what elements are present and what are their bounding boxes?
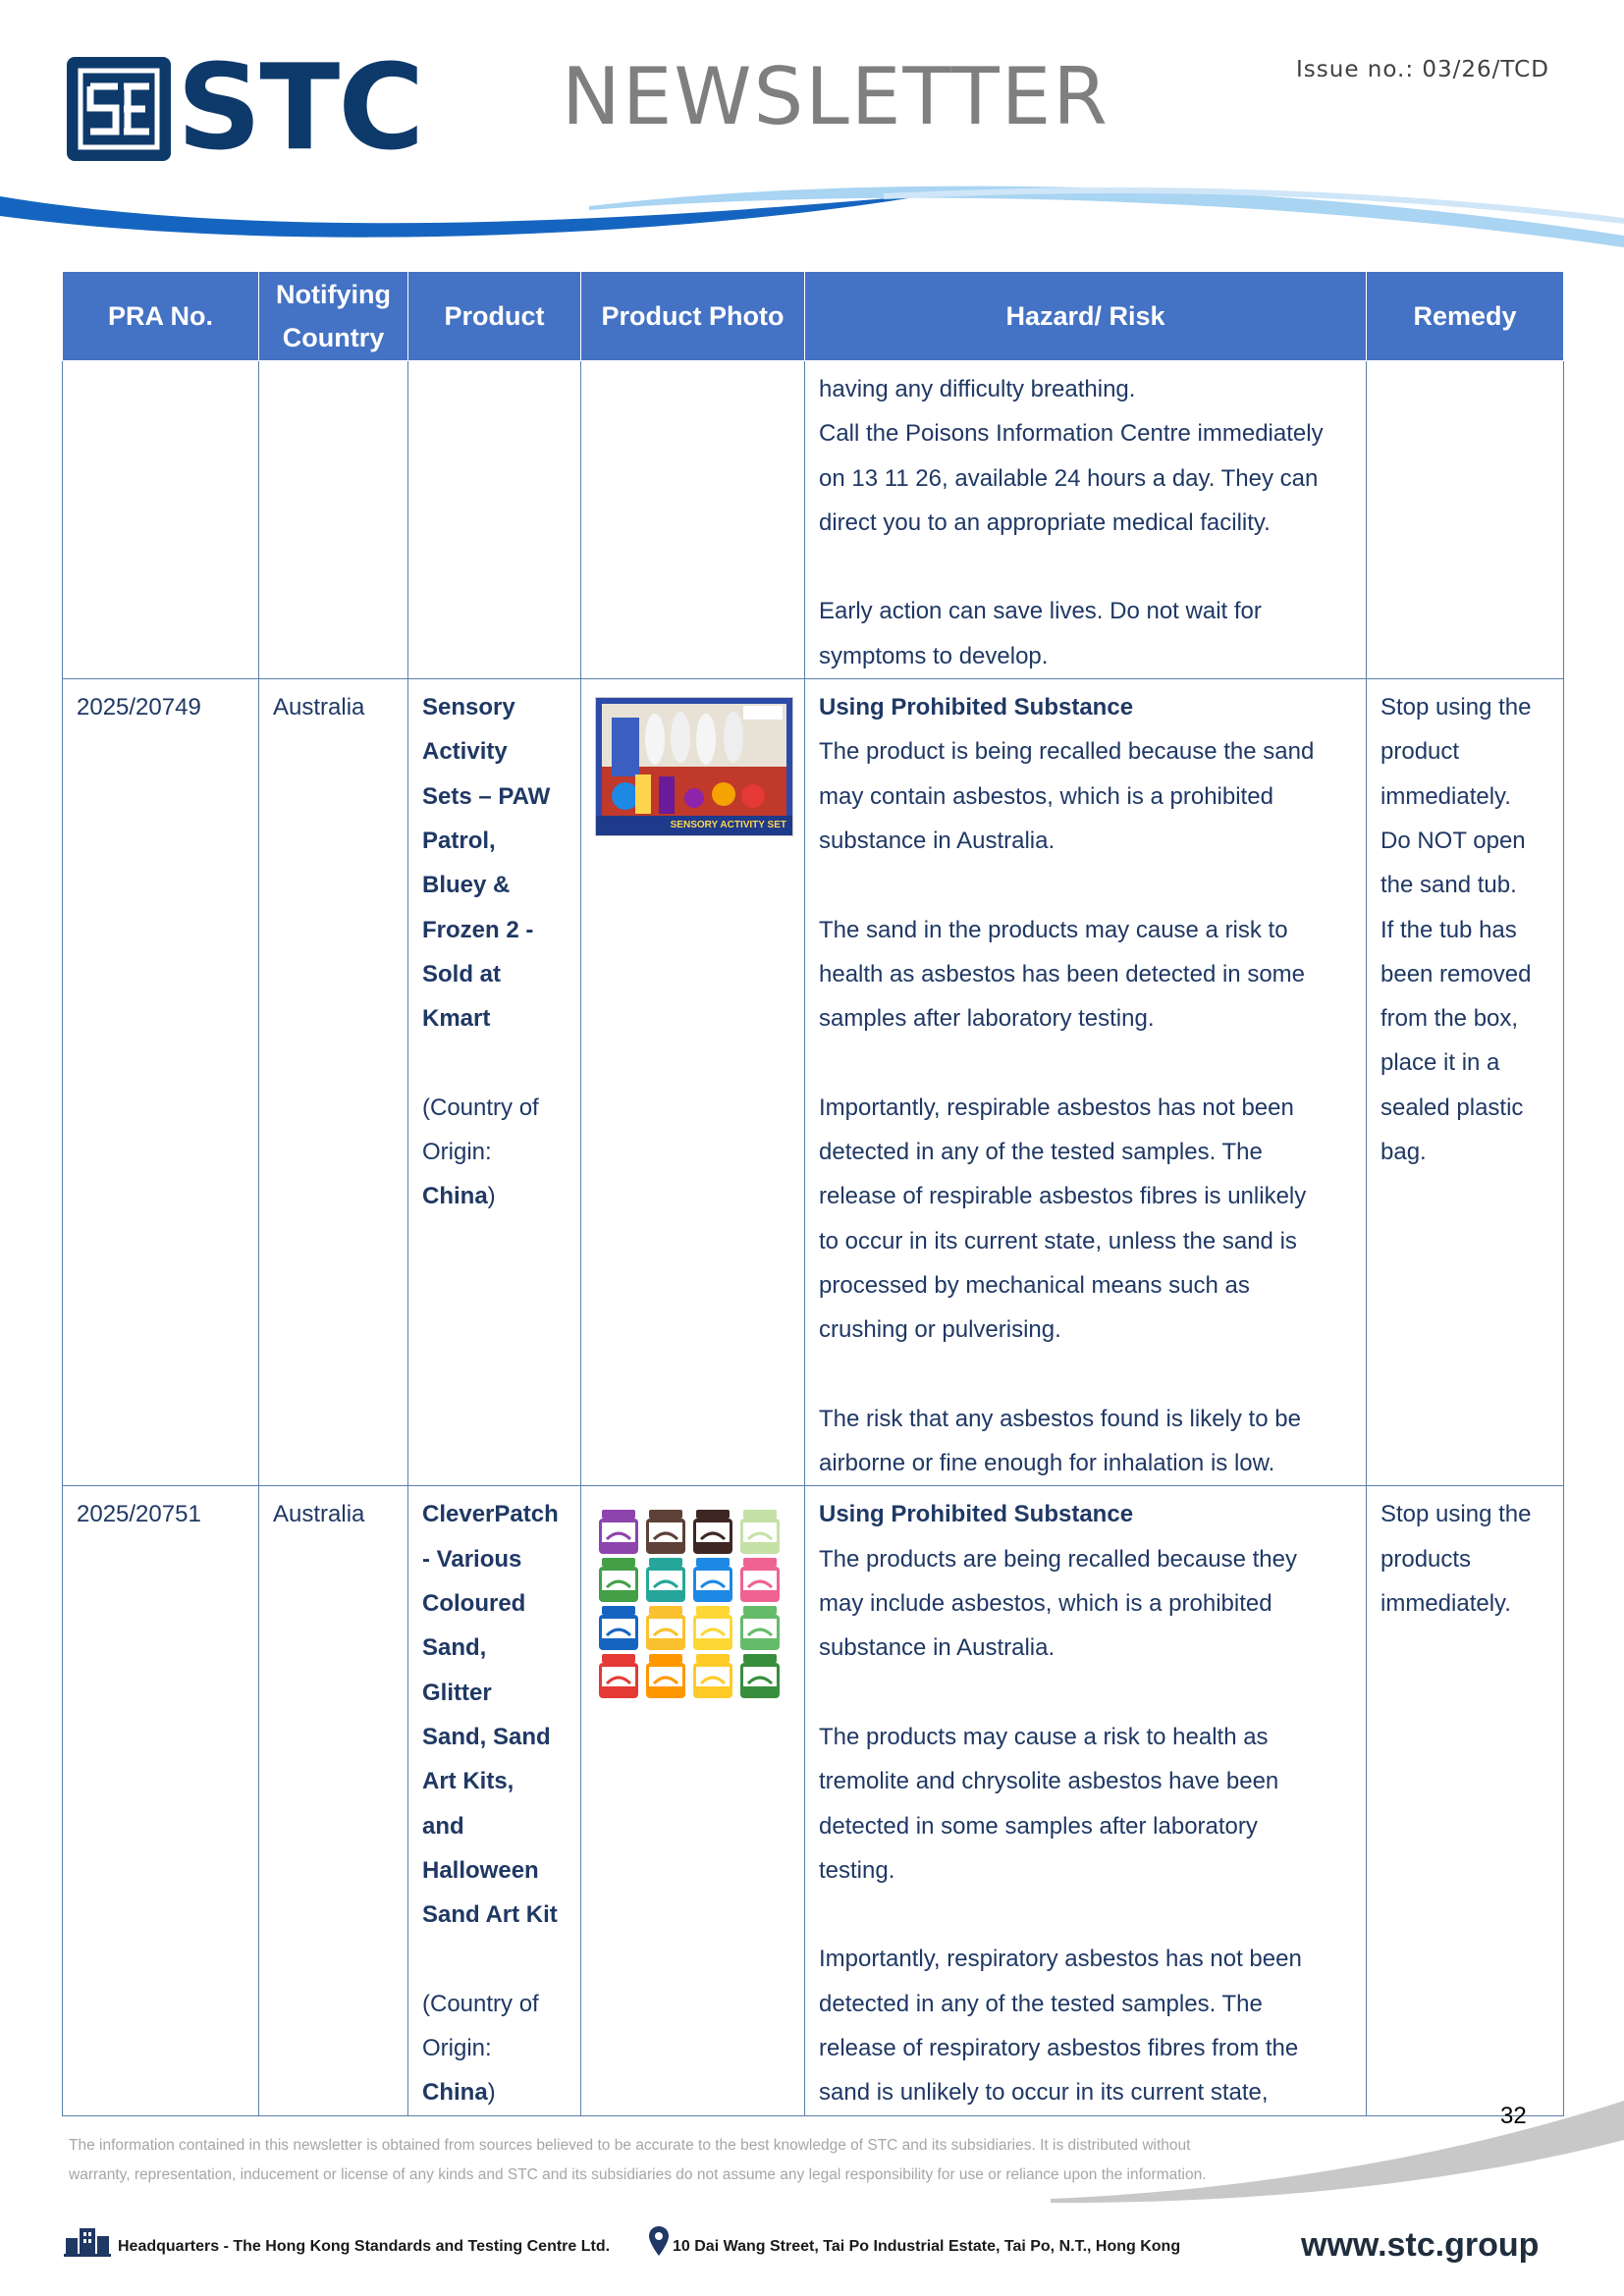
hazard-line: substance in Australia.: [819, 827, 1056, 854]
hazard-line: The product is being recalled because the sand: [819, 738, 1315, 766]
sand-jar: [599, 1654, 638, 1698]
table-row: [63, 361, 1564, 679]
cell-country: [259, 361, 408, 679]
origin-line: [422, 2070, 567, 2114]
page-footer: [62, 2218, 1574, 2268]
product-name-line: Sensory: [422, 694, 515, 721]
sand-jar: [599, 1606, 638, 1650]
spacer-line: [422, 1937, 567, 1981]
remedy-line: been removed: [1380, 960, 1532, 988]
hazard-line: may include asbestos, which is a prohibited: [819, 1590, 1272, 1618]
origin-suffix: ): [487, 1183, 496, 1210]
product-photo-sensory-set: [595, 697, 793, 836]
hazard-line: on 13 11 26, available 24 hours a day. They can: [819, 464, 1319, 492]
origin-suffix: ): [487, 2079, 496, 2107]
cell-product: [408, 361, 581, 679]
disclaimer-line: warranty, representation, inducement or license of any kinds and STC and its subsidiaries do not assume any legal responsibility for use or reliance upon the information.: [69, 2166, 1207, 2183]
product-name-line: Sold at: [422, 960, 502, 988]
hazard-line: detected in some samples after laboratory: [819, 1812, 1258, 1840]
hazard-line: crushing or pulverising.: [819, 1316, 1061, 1344]
hazard-title: Using Prohibited Substance: [819, 694, 1134, 721]
header-swoosh-decoration: [0, 177, 1624, 255]
hazard-title: Using Prohibited Substance: [819, 1501, 1134, 1528]
cell-photo: [581, 679, 805, 1486]
cell-photo: [581, 1486, 805, 2115]
product-name-line: Halloween: [422, 1856, 539, 1884]
hazard-line: testing.: [819, 1856, 895, 1884]
hazard-line: direct you to an appropriate medical facility.: [819, 508, 1271, 536]
remedy-line: products: [1380, 1545, 1472, 1573]
hazard-line: having any difficulty breathing.: [819, 376, 1136, 402]
col-header-pra: PRA No.: [63, 272, 259, 361]
hazard-line: airborne or fine enough for inhalation is low.: [819, 1450, 1275, 1477]
sand-jar: [740, 1654, 780, 1698]
hazard-line: The products are being recalled because they: [819, 1545, 1297, 1573]
product-name-line: Activity: [422, 738, 508, 766]
cell-hazard: [805, 679, 1367, 1486]
remedy-line: sealed plastic: [1380, 1094, 1524, 1121]
sand-jar: [693, 1510, 732, 1554]
website-link[interactable]: www.stc.group: [1301, 2226, 1540, 2264]
table-row: [63, 679, 1564, 1486]
hazard-line: Importantly, respirable asbestos has not been: [819, 1094, 1294, 1121]
hazard-line: health as asbestos has been detected in some: [819, 960, 1305, 988]
building-icon: [62, 2224, 113, 2258]
stc-logo-mark: [67, 57, 171, 161]
product-name-line: Art Kits,: [422, 1768, 514, 1795]
product-name-line: - Various: [422, 1545, 522, 1573]
hazard-line: processed by mechanical means such as: [819, 1271, 1250, 1299]
origin-label: Origin:: [422, 1139, 492, 1166]
hazard-line: [819, 545, 1352, 589]
recall-table: [62, 271, 1564, 2116]
cell-pra: 2025/20749: [63, 679, 259, 1486]
product-name-line: Sand, Sand: [422, 1723, 551, 1750]
hazard-line: [819, 1353, 1352, 1397]
location-pin-icon: [649, 2226, 669, 2256]
cell-product: [408, 1486, 581, 2115]
remedy-line: immediately.: [1380, 1590, 1511, 1618]
cell-product: [408, 679, 581, 1486]
col-header-remedy: Remedy: [1367, 272, 1564, 361]
disclaimer: [69, 2131, 1345, 2190]
sand-jar: [693, 1606, 732, 1650]
hazard-line: [819, 1893, 1352, 1937]
page-header: [0, 0, 1624, 255]
cell-photo: [581, 361, 805, 679]
hazard-line: to occur in its current state, unless the sand is: [819, 1227, 1297, 1255]
product-name-line: and: [422, 1812, 464, 1840]
sand-jar: [599, 1558, 638, 1602]
cell-pra: [63, 361, 259, 679]
sand-jar: [740, 1606, 780, 1650]
issue-number: Issue no.: 03/26/TCD: [1296, 57, 1549, 82]
remedy-line: immediately.: [1380, 782, 1511, 810]
remedy-line: Stop using the: [1380, 694, 1532, 721]
product-name-line: Frozen 2 -: [422, 916, 534, 943]
photo-caption: SENSORY ACTIVITY SET: [596, 816, 792, 835]
hazard-line: may contain asbestos, which is a prohibited: [819, 782, 1273, 810]
product-name-line: Sand Art Kit: [422, 1901, 558, 1929]
hazard-line: Importantly, respiratory asbestos has not been: [819, 1946, 1302, 1973]
hazard-line: detected in any of the tested samples. The: [819, 1990, 1263, 2017]
hazard-line: Early action can save lives. Do not wait for: [819, 598, 1262, 625]
table-header-row: [63, 272, 1564, 361]
remedy-line: Do NOT open: [1380, 827, 1526, 854]
cell-country: Australia: [259, 1486, 408, 2115]
hazard-line: release of respiratory asbestos fibres from the: [819, 2034, 1299, 2061]
sand-jar: [646, 1510, 685, 1554]
sand-jar: [693, 1558, 732, 1602]
cell-remedy: [1367, 1486, 1564, 2115]
hazard-line: [819, 1041, 1352, 1085]
hazard-line: detected in any of the tested samples. The: [819, 1139, 1263, 1166]
sand-jar: [646, 1654, 685, 1698]
sand-jar: [646, 1558, 685, 1602]
stc-logo-text: STC: [177, 40, 423, 177]
cell-pra: 2025/20751: [63, 1486, 259, 2115]
origin-line: [422, 1174, 567, 1218]
sand-jar: [740, 1558, 780, 1602]
remedy-line: Stop using the: [1380, 1501, 1532, 1528]
product-name-line: Sand,: [422, 1634, 487, 1662]
remedy-line: from the box,: [1380, 1005, 1519, 1033]
table-row: [63, 1486, 1564, 2115]
col-header-photo: Product Photo: [581, 272, 805, 361]
newsletter-title: NEWSLETTER: [562, 51, 1110, 142]
col-header-hazard: Hazard/ Risk: [805, 272, 1367, 361]
headquarters-text: Headquarters - The Hong Kong Standards and Testing Centre Ltd.: [118, 2238, 611, 2255]
product-name-line: Glitter: [422, 1679, 492, 1706]
cell-remedy: [1367, 361, 1564, 679]
sand-jar: [646, 1606, 685, 1650]
product-photo-coloured-sand: [595, 1508, 784, 1700]
col-header-country: Notifying Country: [259, 272, 408, 361]
hazard-line: substance in Australia.: [819, 1634, 1056, 1662]
origin-country: China: [422, 1183, 488, 1210]
hazard-line: symptoms to develop.: [819, 642, 1049, 669]
hazard-line: sand is unlikely to occur in its current state,: [819, 2079, 1269, 2107]
hazard-line: tremolite and chrysolite asbestos have been: [819, 1768, 1279, 1795]
remedy-line: bag.: [1380, 1139, 1427, 1166]
remedy-line: product: [1380, 738, 1460, 766]
product-name-line: Bluey &: [422, 872, 511, 899]
hazard-line: release of respirable asbestos fibres is unlikely: [819, 1183, 1307, 1210]
hazard-line: The sand in the products may cause a risk to: [819, 916, 1288, 943]
hazard-line: Call the Poisons Information Centre immediately: [819, 420, 1324, 448]
hazard-line: The products may cause a risk to health as: [819, 1723, 1269, 1750]
origin-country: China: [422, 2079, 488, 2107]
origin-prefix: (Country of: [422, 1094, 539, 1121]
cell-remedy: [1367, 679, 1564, 1486]
product-name-line: Patrol,: [422, 827, 496, 854]
cell-hazard: [805, 1486, 1367, 2115]
origin-prefix: (Country of: [422, 1990, 539, 2017]
disclaimer-line: The information contained in this newsletter is obtained from sources believed to be accurate to the best knowledge of STC and its subsidiaries. It is distributed without: [69, 2137, 1191, 2154]
hazard-line: The risk that any asbestos found is likely to be: [819, 1405, 1301, 1432]
product-name-line: Kmart: [422, 1005, 491, 1033]
hazard-line: samples after laboratory testing.: [819, 1005, 1155, 1033]
sand-jar: [599, 1510, 638, 1554]
product-name-line: Coloured: [422, 1590, 526, 1618]
stc-logo: [67, 40, 423, 177]
col-header-product: Product: [408, 272, 581, 361]
hazard-line: [819, 1671, 1352, 1715]
remedy-line: the sand tub.: [1380, 872, 1517, 899]
hazard-line: [819, 863, 1352, 907]
product-name-line: Sets – PAW: [422, 782, 551, 810]
sand-jar: [740, 1510, 780, 1554]
sand-jar: [693, 1654, 732, 1698]
product-name-line: CleverPatch: [422, 1501, 559, 1528]
remedy-line: place it in a: [1380, 1049, 1500, 1077]
address-text: 10 Dai Wang Street, Tai Po Industrial Estate, Tai Po, N.T., Hong Kong: [673, 2238, 1181, 2255]
cell-hazard: [805, 361, 1367, 679]
origin-label: Origin:: [422, 2034, 492, 2061]
remedy-line: If the tub has: [1380, 916, 1517, 943]
spacer-line: [422, 1041, 567, 1085]
page-number: 32: [1500, 2103, 1527, 2129]
cell-country: Australia: [259, 679, 408, 1486]
